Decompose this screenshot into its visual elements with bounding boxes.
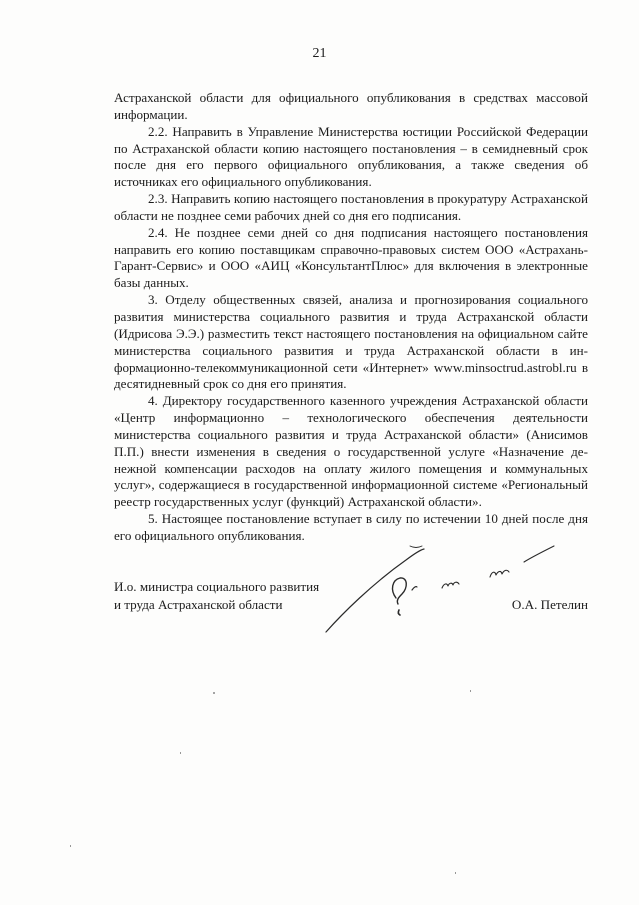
paragraph-2-4: 2.4. Не позднее семи дней со дня подписания настоящего постановления направить его копию поставщикам справочно-правовых систем ООО «Астрахань-Гарант-Сервис» и ООО «АИЦ «КонсультантПлюс» для включения в электронные базы данных. <box>114 224 588 291</box>
scan-speck <box>180 752 181 754</box>
page-number: 21 <box>312 46 327 61</box>
scan-speck <box>213 692 215 694</box>
paragraph-3: 3. Отделу общественных связей, анализа и прогнозирования социального развития министерства социального развития и труда Астраханской области (Идрисова Э.Э.) разместить текст настоящего постановления на официальном сайте министерства социального развития и труда Астраханской области в информационно-телекоммуникационной сети «Интернет» www.minsoctrud.astrobl.ru в десятидневный срок со дня его принятия. <box>114 292 588 392</box>
scan-speck <box>70 845 71 847</box>
paragraph-5: 5. Настоящее постановление вступает в силу по истечении 10 дней после дня его официального опубликования. <box>114 511 588 543</box>
paragraph-2-3: 2.3. Направить копию настоящего постановления в прокуратуру Астраханской области не позднее семи рабочих дней со дня его подписания. <box>114 191 588 223</box>
signer-name: О.А. Петелин <box>511 597 588 612</box>
paragraph-2-2: 2.2. Направить в Управление Министерства юстиции Российской Федерации по Астраханской области копию настоящего постановления – в семидневный срок после дня его первого официального опубликования, а также сведения об источниках его официального опубликования. <box>114 123 588 190</box>
document-body <box>114 90 588 545</box>
signer-title: И.о. министра социального развития и труда Астраханской области <box>114 579 320 612</box>
scan-speck <box>455 872 456 874</box>
paragraph-1: Астраханской области для официального опубликования в средствах массовой информации. <box>114 90 588 122</box>
scan-speck <box>470 690 471 692</box>
signature-block <box>114 578 588 638</box>
paragraph-4: 4. Директору государственного казенного учреждения Астраханской области «Центр информационно – технологического обеспечения деятельности министерства социального развития и труда Астраханской области» (Анисимов П.П.) внести изменения в сведения о государственной услуге «Назначение денежной компенсации расходов на оплату жилого помещения и коммунальных услуг», содержащиеся в государственной информационной системе «Региональный реестр государственных услуг (функций) Астраханской области». <box>114 393 588 510</box>
